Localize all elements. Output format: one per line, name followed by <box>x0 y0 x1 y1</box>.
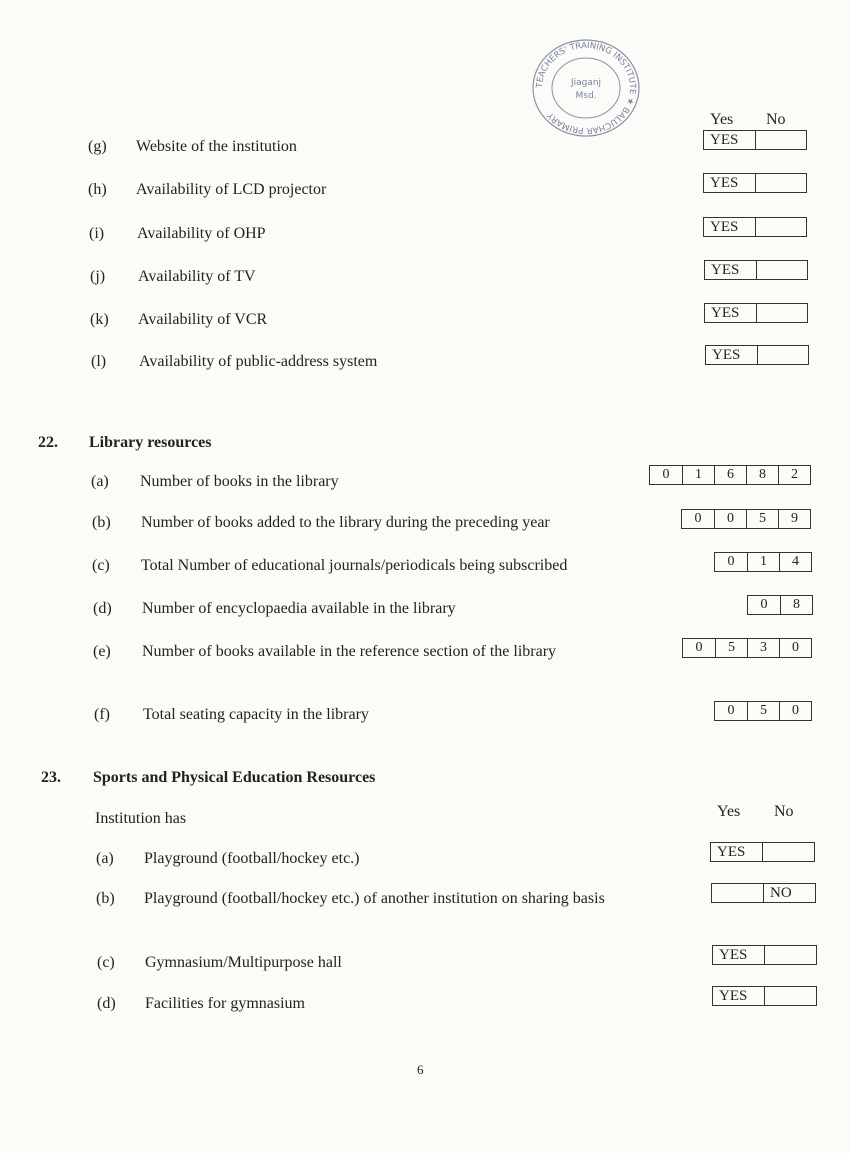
item-letter: (e) <box>93 643 111 660</box>
no-header-23: No <box>774 803 794 820</box>
digit-cell[interactable]: 0 <box>694 511 702 526</box>
no-cell[interactable] <box>755 174 807 192</box>
no-cell[interactable] <box>764 946 816 964</box>
digit-cell[interactable]: 0 <box>662 467 670 482</box>
yes-no-box <box>704 303 808 323</box>
yes-cell[interactable]: YES <box>711 305 740 321</box>
no-cell[interactable] <box>757 346 809 364</box>
digit-cell[interactable]: 8 <box>780 596 812 614</box>
digit-cell[interactable]: 0 <box>760 597 768 612</box>
section-22-title: Library resources <box>89 434 212 451</box>
item-letter: (k) <box>90 311 109 328</box>
yes-header-23: Yes <box>717 803 741 820</box>
item-label: Number of encyclopaedia available in the library <box>142 600 456 617</box>
item-label: Total seating capacity in the library <box>143 706 369 723</box>
yes-cell[interactable]: YES <box>710 219 739 235</box>
yes-cell[interactable]: YES <box>710 132 739 148</box>
item-letter: (g) <box>88 138 107 155</box>
digit-cell[interactable]: 3 <box>747 639 779 657</box>
item-label: Availability of VCR <box>138 311 268 328</box>
yes-no-box <box>704 260 808 280</box>
item-label: Availability of OHP <box>137 225 266 242</box>
digit-boxes <box>682 638 812 658</box>
no-header: No <box>766 111 786 128</box>
page-number: 6 <box>417 1062 424 1077</box>
no-cell[interactable] <box>762 843 814 861</box>
yes-no-box <box>703 217 807 237</box>
item-label: Playground (football/hockey etc.) of another institution on sharing basis <box>144 890 605 907</box>
yes-cell[interactable]: YES <box>712 347 741 363</box>
item-letter: (l) <box>91 353 107 370</box>
yes-no-box <box>712 986 817 1006</box>
yes-cell[interactable] <box>712 884 763 902</box>
yes-header: Yes <box>710 111 734 128</box>
digit-cell[interactable]: 0 <box>714 510 746 528</box>
item-label: Number of books in the library <box>140 473 339 490</box>
section-23-subtitle: Institution has <box>95 810 187 827</box>
no-cell[interactable] <box>755 131 807 149</box>
item-letter: (c) <box>92 557 110 574</box>
digit-boxes <box>714 552 812 572</box>
digit-cell[interactable]: 0 <box>779 639 811 657</box>
no-cell[interactable] <box>764 987 816 1005</box>
digit-cell[interactable]: 9 <box>778 510 810 528</box>
item-letter: (b) <box>96 890 115 907</box>
no-cell[interactable] <box>756 261 808 279</box>
yes-cell[interactable]: YES <box>719 947 748 963</box>
item-label: Total Number of educational journals/periodicals being subscribed <box>141 557 568 574</box>
digit-boxes <box>681 509 811 529</box>
yes-no-box <box>712 945 817 965</box>
item-letter: (f) <box>94 706 110 723</box>
digit-cell[interactable]: 0 <box>779 702 811 720</box>
section-22-number: 22. <box>38 434 58 451</box>
digit-cell[interactable]: 8 <box>746 466 778 484</box>
item-letter: (b) <box>92 514 111 531</box>
yes-no-box <box>705 345 809 365</box>
digit-cell[interactable]: 5 <box>747 702 779 720</box>
digit-cell[interactable]: 1 <box>747 553 779 571</box>
no-cell[interactable]: NO <box>763 884 815 902</box>
digit-cell[interactable]: 5 <box>715 639 747 657</box>
digit-cell[interactable]: 6 <box>714 466 746 484</box>
item-letter: (h) <box>88 181 107 198</box>
digit-cell[interactable]: 5 <box>746 510 778 528</box>
item-letter: (j) <box>90 268 106 285</box>
item-label: Playground (football/hockey etc.) <box>144 850 360 867</box>
digit-cell[interactable]: 0 <box>727 703 735 718</box>
digit-boxes <box>747 595 813 615</box>
item-label: Facilities for gymnasium <box>145 995 305 1012</box>
yes-cell[interactable]: YES <box>717 844 746 860</box>
section-23-title: Sports and Physical Education Resources <box>93 769 376 786</box>
no-cell[interactable] <box>756 304 808 322</box>
digit-cell[interactable]: 0 <box>727 554 735 569</box>
institute-stamp <box>530 38 642 138</box>
digit-cell[interactable]: 0 <box>695 640 703 655</box>
digit-boxes <box>649 465 811 485</box>
item-letter: (a) <box>91 473 109 490</box>
digit-boxes <box>714 701 812 721</box>
yes-no-box <box>703 130 807 150</box>
item-label: Website of the institution <box>136 138 297 155</box>
yes-cell[interactable]: YES <box>719 988 748 1004</box>
stamp-outer-text: TEACHERS' TRAINING INSTITUTE ★ BALUCHAR PRIMARY <box>534 40 638 136</box>
yes-cell[interactable]: YES <box>710 175 739 191</box>
item-label: Availability of LCD projector <box>136 181 327 198</box>
stamp-line2: Msd. <box>575 91 597 101</box>
yes-no-box <box>703 173 807 193</box>
svg-text:TEACHERS' TRAINING INSTITUTE ★ <box>535 41 637 135</box>
item-letter: (a) <box>96 850 114 867</box>
no-cell[interactable] <box>755 218 807 236</box>
item-label: Number of books added to the library during the preceding year <box>141 514 550 531</box>
yes-cell[interactable]: YES <box>711 262 740 278</box>
item-label: Gymnasium/Multipurpose hall <box>145 954 342 971</box>
digit-cell[interactable]: 4 <box>779 553 811 571</box>
section-23-number: 23. <box>41 769 61 786</box>
item-letter: (c) <box>97 954 115 971</box>
item-letter: (i) <box>89 225 105 242</box>
item-label: Number of books available in the reference section of the library <box>142 643 557 660</box>
yes-no-box <box>711 883 816 903</box>
digit-cell[interactable]: 2 <box>778 466 810 484</box>
item-label: Availability of public-address system <box>139 353 378 370</box>
item-letter: (d) <box>93 600 112 617</box>
item-letter: (d) <box>97 995 116 1012</box>
item-label: Availability of TV <box>138 268 256 285</box>
stamp-line1: Jiaganj <box>570 78 602 88</box>
digit-cell[interactable]: 1 <box>682 466 714 484</box>
yes-no-box <box>710 842 815 862</box>
